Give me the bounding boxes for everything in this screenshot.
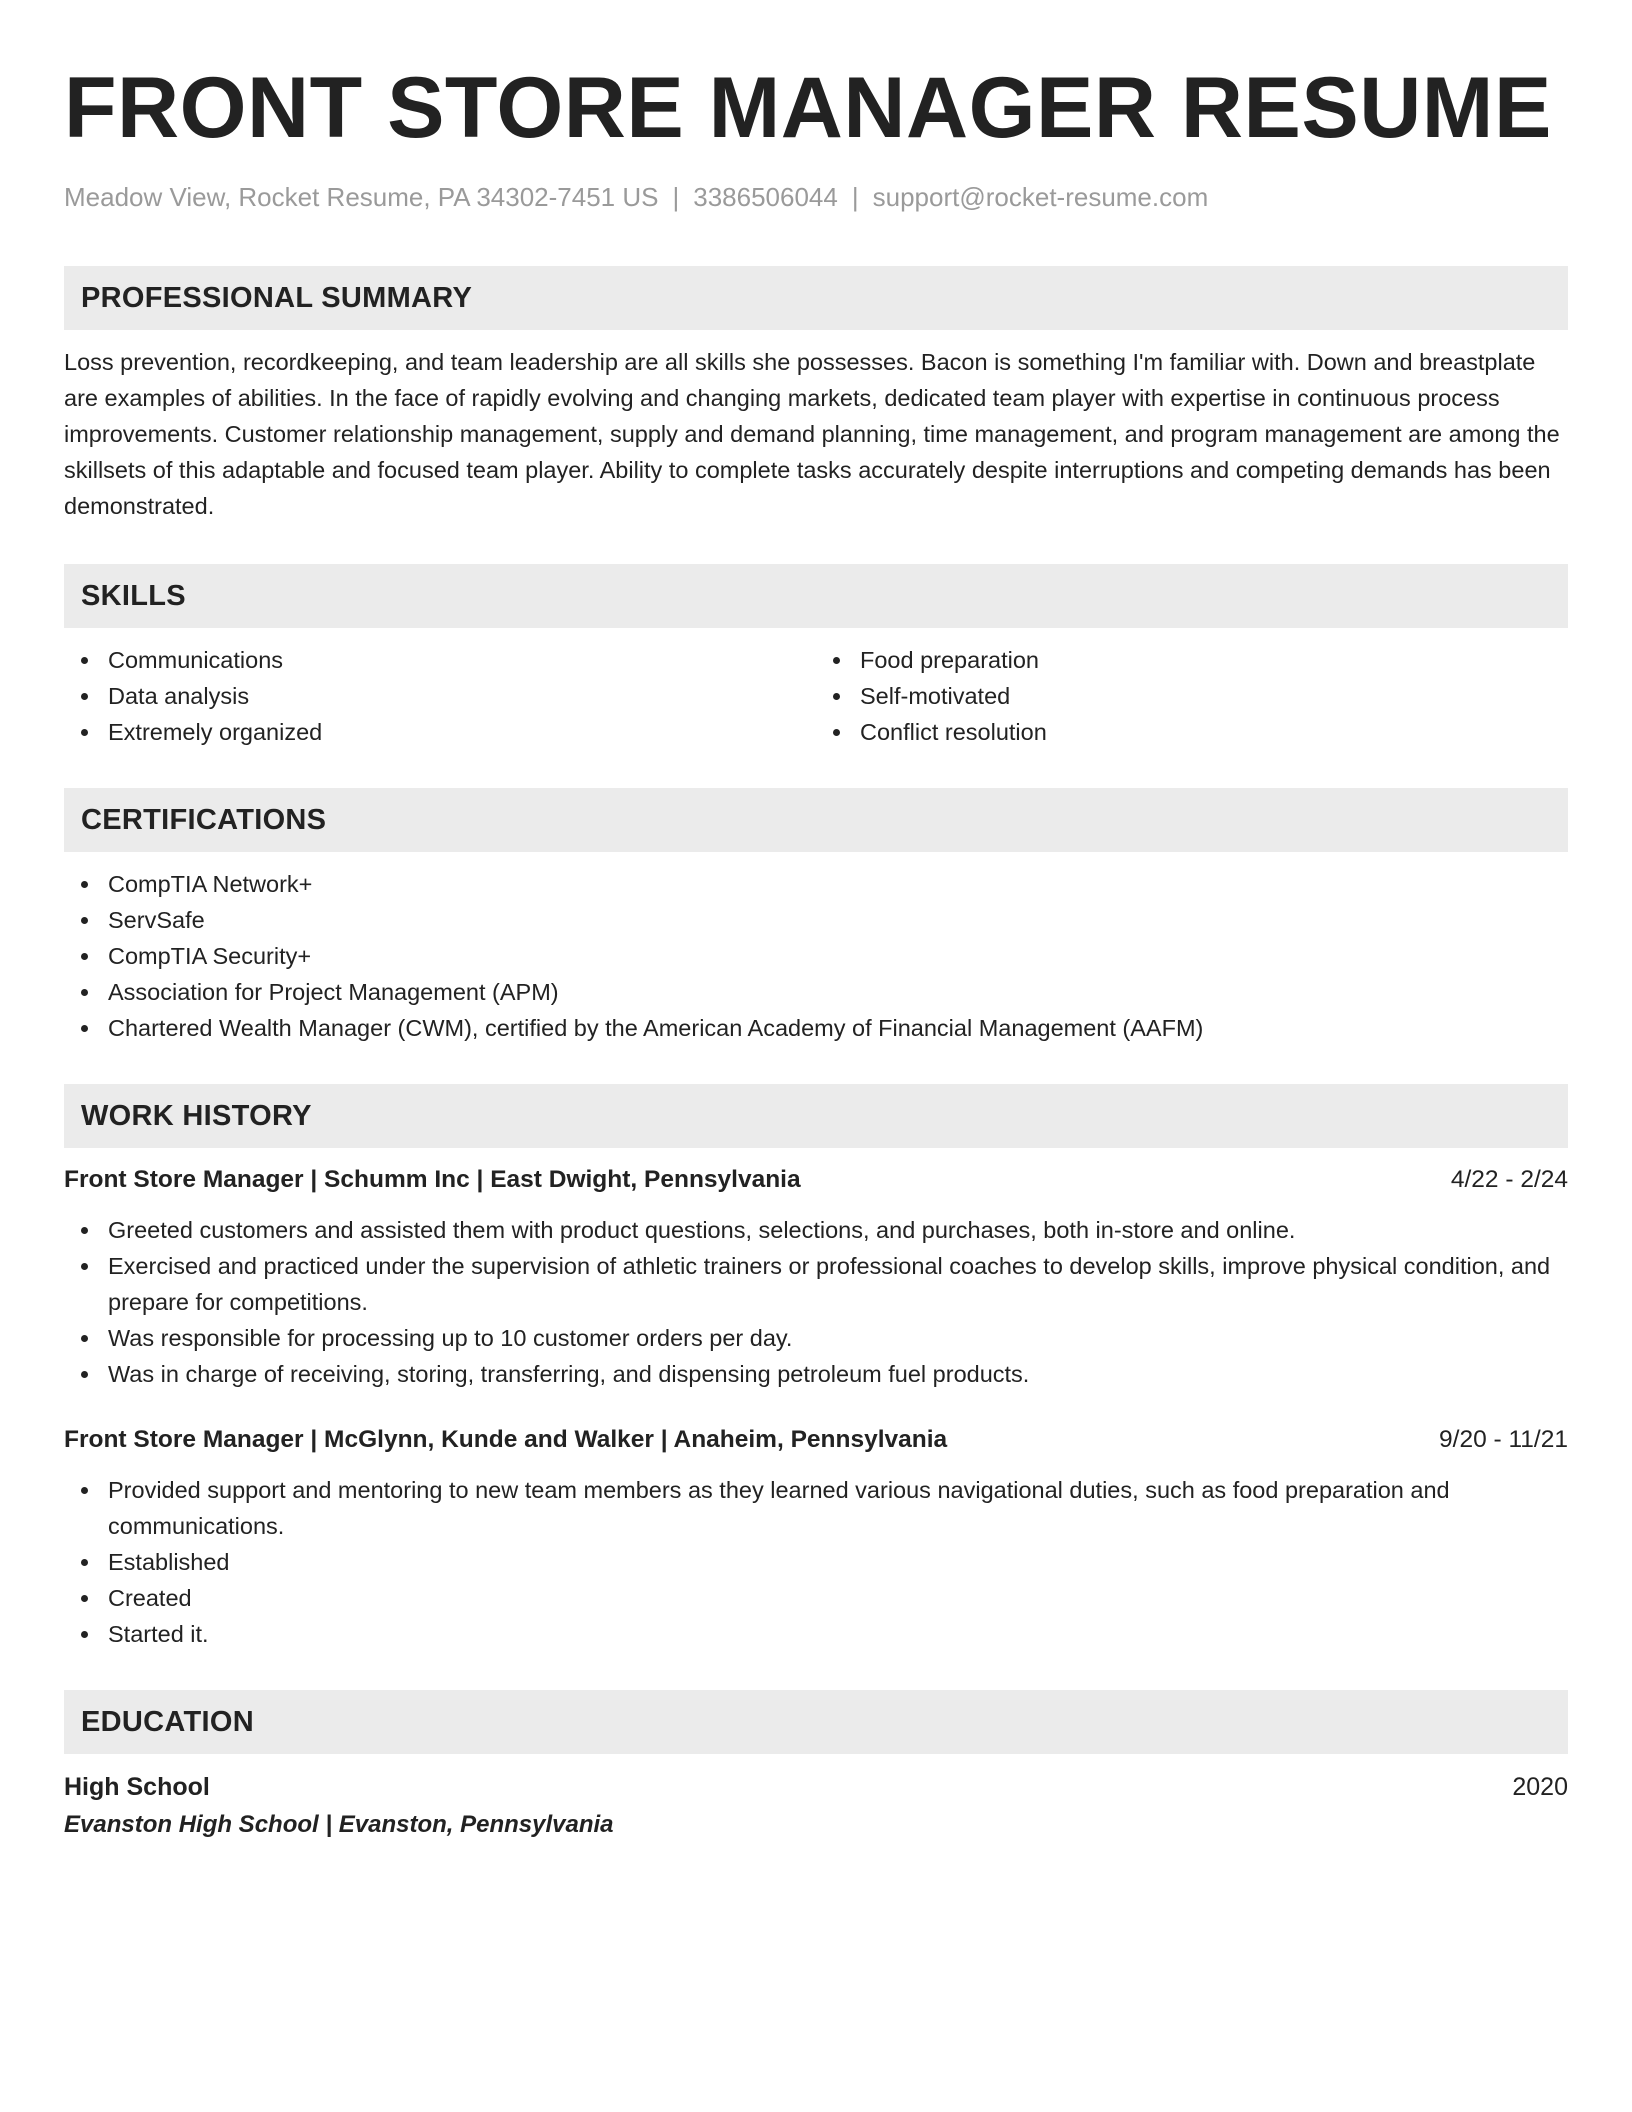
job-bullet: Established [64, 1544, 1568, 1580]
summary-text: Loss prevention, recordkeeping, and team leadership are all skills she possesses. Bacon is something I'm familiar with. Down and breastplate are examples of abilities. In the face of rapidly evolving and changing markets, dedicated team player with expertise in continuous process improvements. Customer relationship management, supply and demand planning, time management, and program management are among the skillsets of this adaptable and focused team player. Ability to complete tasks accurately despite interruptions and competing demands has been demonstrated. [64, 349, 1560, 519]
summary-section [64, 266, 1568, 524]
job-bullet: Greeted customers and assisted them with product questions, selections, and purchases, both in-store and online. [64, 1212, 1568, 1248]
skills-list-left [64, 642, 816, 750]
job-bullet: Was responsible for processing up to 10 customer orders per day. [64, 1320, 1568, 1356]
contact-separator: | [672, 182, 680, 212]
education-year: 2020 [1512, 1773, 1568, 1801]
contact-phone: 3386506044 [693, 182, 838, 212]
certifications-heading: CERTIFICATIONS [64, 788, 1568, 852]
resume-title: FRONT STORE MANAGER RESUME [64, 60, 1552, 156]
skill-item: Data analysis [64, 678, 816, 714]
skill-item: Extremely organized [64, 714, 816, 750]
skills-section [64, 564, 1568, 750]
job-bullet: Started it. [64, 1616, 1568, 1652]
job-entry [64, 1422, 1568, 1652]
job-bullet: Provided support and mentoring to new team members as they learned various navigational duties, such as food preparation and communications. [64, 1472, 1568, 1544]
education-heading: EDUCATION [64, 1690, 1568, 1754]
education-section [64, 1690, 1568, 1844]
certification-item: CompTIA Network+ [64, 866, 1568, 902]
education-school: Evanston High School | Evanston, Pennsylvania [64, 1811, 614, 1838]
job-dates: 4/22 - 2/24 [1450, 1166, 1568, 1193]
skill-item: Communications [64, 642, 816, 678]
certification-item: Association for Project Management (APM) [64, 974, 1568, 1010]
job-bullets [64, 1212, 1568, 1392]
certification-item: ServSafe [64, 902, 1568, 938]
certification-item: Chartered Wealth Manager (CWM), certified by the American Academy of Financial Management (AAFM) [64, 1010, 1568, 1046]
job-title: Front Store Manager | Schumm Inc | East Dwight, Pennsylvania [64, 1166, 801, 1193]
skill-item: Conflict resolution [816, 714, 1568, 750]
certifications-list [64, 866, 1568, 1046]
skills-list-right [816, 642, 1568, 750]
job-dates: 9/20 - 11/21 [1439, 1426, 1568, 1453]
job-bullets [64, 1472, 1568, 1652]
work-history-section [64, 1084, 1568, 1652]
summary-heading: PROFESSIONAL SUMMARY [64, 266, 1568, 330]
skill-item: Food preparation [816, 642, 1568, 678]
work-history-heading: WORK HISTORY [64, 1084, 1568, 1148]
contact-address: Meadow View, Rocket Resume, PA 34302-7451 US [64, 182, 659, 212]
job-bullet: Exercised and practiced under the supervision of athletic trainers or professional coaches to develop skills, improve physical condition, and prepare for competitions. [64, 1248, 1568, 1320]
job-entry [64, 1162, 1568, 1392]
job-title: Front Store Manager | McGlynn, Kunde and Walker | Anaheim, Pennsylvania [64, 1426, 948, 1453]
skills-heading: SKILLS [64, 564, 1568, 628]
contact-line [64, 180, 1568, 214]
education-degree: High School [64, 1773, 210, 1801]
contact-separator: | [851, 182, 859, 212]
resume-header [64, 58, 1568, 214]
contact-email: support@rocket-resume.com [872, 182, 1209, 212]
job-bullet: Was in charge of receiving, storing, transferring, and dispensing petroleum fuel products. [64, 1356, 1568, 1392]
skill-item: Self-motivated [816, 678, 1568, 714]
job-bullet: Created [64, 1580, 1568, 1616]
certification-item: CompTIA Security+ [64, 938, 1568, 974]
certifications-section [64, 788, 1568, 1046]
